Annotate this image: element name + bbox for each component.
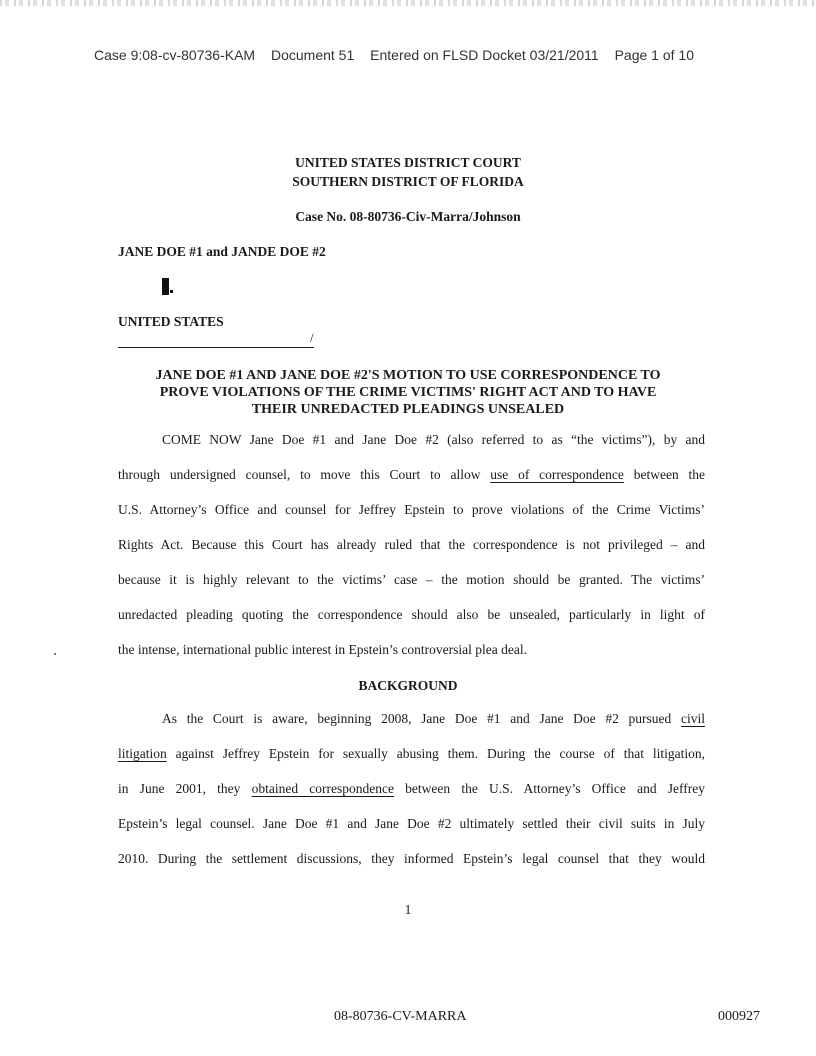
underlined-phrase: civil [681,711,705,726]
ecf-entered: Entered on FLSD Docket 03/21/2011 [370,47,599,63]
bates-case-number: 08-80736-CV-MARRA [334,1009,467,1024]
case-number: Case No. 08-80736-Civ-Marra/Johnson [295,209,521,224]
ecf-header [94,47,794,63]
paragraph-1-line: because it is highly relevant to the victims’ case – the motion should be granted. The victims’ [118,572,705,587]
page-number: 1 [404,902,412,917]
redaction-period [170,290,173,293]
paragraph-1-line: Rights Act. Because this Court has already ruled that the correspondence is not privileged – and [118,537,705,552]
scan-artifact [0,0,816,6]
ecf-case: Case 9:08-cv-80736-KAM [94,47,256,63]
ecf-page: Page 1 of 10 [614,47,694,63]
court-name: UNITED STATES DISTRICT COURT [295,155,521,170]
paragraph-1-line: the intense, international public interest in Epstein’s controversial plea deal. [118,642,528,657]
motion-title [110,367,706,418]
underlined-phrase: litigation [118,746,167,761]
underlined-phrase: use of correspondence [490,467,624,482]
paragraph-2-line: litigation against Jeffrey Epstein for sexually abusing them. During the course of that litigation, [118,746,705,761]
underlined-phrase: obtained correspondence [251,781,394,796]
court-district: SOUTHERN DISTRICT OF FLORIDA [292,174,524,189]
ecf-document: Document 51 [270,47,355,63]
bates-number: 000927 [718,1009,760,1024]
section-heading-background: BACKGROUND [358,678,458,693]
redaction-mark [162,278,169,295]
paragraph-2-line: Epstein’s legal counsel. Jane Doe #1 and Jane Doe #2 ultimately settled their civil suits in July [118,816,705,831]
paragraph-1-line: COME NOW Jane Doe #1 and Jane Doe #2 (also referred to as “the victims”), by and [162,432,705,447]
caption-defendant: UNITED STATES [118,314,224,329]
paragraph-1-line: through undersigned counsel, to move this Court to allow use of correspondence between the [118,467,706,482]
caption-slash: / [310,330,314,345]
caption-plaintiffs: JANE DOE #1 and JANDE DOE #2 [118,244,326,259]
motion-title-line: PROVE VIOLATIONS OF THE CRIME VICTIMS' RIGHT ACT AND TO HAVE [159,385,657,400]
caption-rule [118,347,314,348]
paragraph-2-line: 2010. During the settlement discussions, they informed Epstein’s legal counsel that they would [118,851,705,866]
paragraph-2-line: in June 2001, they obtained correspondence between the U.S. Attorney’s Office and Jeffrey [118,781,705,796]
paragraph-1-line: unredacted pleading quoting the correspondence should also be unsealed, particularly in light of [118,607,705,622]
scan-speck [54,653,56,655]
motion-title-line: JANE DOE #1 AND JANE DOE #2'S MOTION TO USE CORRESPONDENCE TO [155,368,661,383]
paragraph-1-line: U.S. Attorney’s Office and counsel for Jeffrey Epstein to prove violations of the Crime Victims’ [118,502,705,517]
paragraph-2-line: As the Court is aware, beginning 2008, Jane Doe #1 and Jane Doe #2 pursued civil [162,711,705,726]
motion-title-line: THEIR UNREDACTED PLEADINGS UNSEALED [251,402,565,417]
